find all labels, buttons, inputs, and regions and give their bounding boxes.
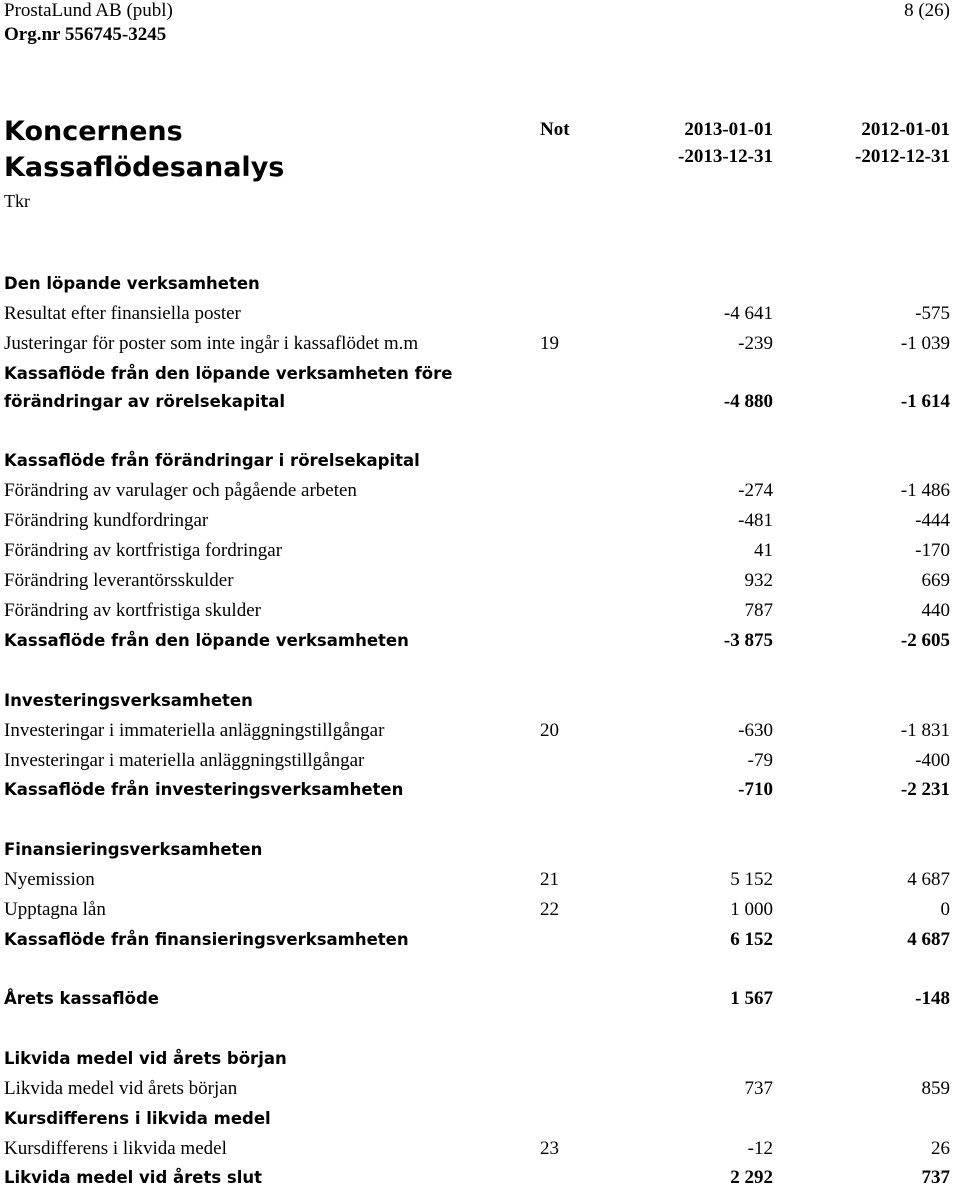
table-row — [0, 686, 960, 716]
row-value-2012: -2 605 — [900, 630, 950, 651]
table-row — [0, 626, 960, 656]
column-heading-2013 — [678, 116, 773, 170]
row-label: Upptagna lån — [4, 899, 106, 920]
document-title — [4, 114, 284, 186]
column-heading-2012-start: 2012-01-01 — [861, 119, 950, 140]
table-row — [0, 1044, 960, 1074]
row-value-2012: 26 — [931, 1138, 950, 1159]
table-row — [0, 506, 960, 536]
table-row — [0, 1104, 960, 1134]
row-label: Investeringsverksamheten — [4, 691, 253, 710]
row-value-2012: 669 — [921, 570, 950, 591]
row-value-2012: -148 — [915, 988, 950, 1009]
row-label: Likvida medel vid årets början — [4, 1078, 238, 1099]
row-value-2013: -274 — [738, 480, 773, 501]
row-label: Kursdifferens i likvida medel — [4, 1138, 227, 1159]
table-row — [0, 716, 960, 746]
table-row — [0, 536, 960, 566]
row-value-2013: -710 — [738, 779, 773, 800]
row-value-2013: -630 — [738, 720, 773, 741]
row-label: Årets kassaflöde — [4, 989, 160, 1008]
unit-label: Tkr — [4, 191, 30, 211]
table-row — [0, 865, 960, 895]
table-row — [0, 476, 960, 506]
row-value-2012: -170 — [915, 540, 950, 561]
table-row — [0, 1074, 960, 1104]
column-heading-2012 — [855, 116, 950, 170]
row-value-2012: -400 — [915, 750, 950, 771]
table-row — [0, 925, 960, 955]
table-row — [0, 596, 960, 626]
row-value-2013: 1 000 — [730, 899, 773, 920]
row-value-2013: -12 — [747, 1138, 773, 1159]
title-line-1: Koncernens — [4, 116, 183, 147]
row-value-2013: 2 292 — [730, 1167, 773, 1188]
column-heading-2013-start: 2013-01-01 — [684, 119, 773, 140]
row-label: Förändring av kortfristiga skulder — [4, 600, 261, 621]
row-label: Kassaflöde från finansieringsverksamheten — [4, 930, 409, 949]
table-row — [0, 269, 960, 299]
table-row — [0, 387, 960, 417]
table-row — [0, 359, 960, 389]
table-row — [0, 1163, 960, 1193]
row-label: Den löpande verksamheten — [4, 274, 260, 293]
row-note: 19 — [540, 333, 559, 354]
table-row — [0, 299, 960, 329]
table-row — [0, 566, 960, 596]
row-label: Förändring kundfordringar — [4, 510, 209, 531]
row-label: Kursdifferens i likvida medel — [4, 1109, 271, 1128]
page-number: 8 (26) — [904, 0, 950, 21]
table-row — [0, 446, 960, 476]
row-value-2012: -444 — [915, 510, 950, 531]
row-value-2012: -1 614 — [900, 391, 950, 412]
row-value-2013: 5 152 — [730, 869, 773, 890]
row-value-2013: 41 — [754, 540, 773, 561]
row-note: 20 — [540, 720, 559, 741]
row-value-2013: -4 880 — [723, 391, 773, 412]
row-value-2012: -1 831 — [900, 720, 950, 741]
table-row — [0, 984, 960, 1014]
row-note: 21 — [540, 869, 559, 890]
row-value-2012: -1 486 — [900, 480, 950, 501]
row-label: Förändring leverantörsskulder — [4, 570, 234, 591]
row-label: Likvida medel vid årets slut — [4, 1168, 263, 1187]
row-note: 23 — [540, 1138, 559, 1159]
table-row — [0, 835, 960, 865]
row-note: 22 — [540, 899, 559, 920]
company-name: ProstaLund AB (publ) — [4, 0, 173, 21]
row-value-2012: -2 231 — [900, 779, 950, 800]
table-row — [0, 895, 960, 925]
row-label: Likvida medel vid årets början — [4, 1049, 287, 1068]
row-value-2013: 932 — [744, 570, 773, 591]
column-heading-2012-end: -2012-12-31 — [855, 146, 950, 167]
row-label: Kassaflöde från investeringsverksamheten — [4, 780, 404, 799]
row-value-2013: -79 — [747, 750, 773, 771]
row-value-2012: -575 — [915, 303, 950, 324]
row-value-2013: 1 567 — [730, 988, 773, 1009]
title-line-2: Kassaflödesanalys — [4, 152, 285, 183]
row-value-2012: 440 — [921, 600, 950, 621]
row-value-2013: -4 641 — [723, 303, 773, 324]
table-row — [0, 329, 960, 359]
table-row — [0, 1134, 960, 1164]
row-value-2012: 737 — [921, 1167, 950, 1188]
table-row — [0, 775, 960, 805]
column-heading-not: Not — [540, 119, 570, 140]
row-label: Kassaflöde från förändringar i rörelsekapital — [4, 451, 420, 470]
row-label: Förändring av kortfristiga fordringar — [4, 540, 283, 561]
table-row — [0, 746, 960, 776]
row-value-2012: 859 — [921, 1078, 950, 1099]
row-label: Förändring av varulager och pågående arbeten — [4, 480, 357, 501]
column-heading-2013-end: -2013-12-31 — [678, 146, 773, 167]
row-value-2013: -3 875 — [723, 630, 773, 651]
row-label: Resultat efter finansiella poster — [4, 303, 241, 324]
row-label: Investeringar i immateriella anläggningstillgångar — [4, 720, 385, 741]
row-label: Finansieringsverksamheten — [4, 840, 263, 859]
row-value-2012: -1 039 — [900, 333, 950, 354]
row-label: Justeringar för poster som inte ingår i kassaflödet m.m — [4, 333, 419, 354]
row-value-2013: 6 152 — [730, 929, 773, 950]
row-label: Kassaflöde från den löpande verksamheten före — [4, 364, 453, 383]
row-value-2012: 0 — [940, 899, 950, 920]
row-value-2012: 4 687 — [907, 929, 950, 950]
row-label: Investeringar i materiella anläggningstillgångar — [4, 750, 365, 771]
row-label: Kassaflöde från den löpande verksamheten — [4, 631, 409, 650]
row-value-2013: 737 — [744, 1078, 773, 1099]
row-value-2013: -481 — [738, 510, 773, 531]
row-label: förändringar av rörelsekapital — [4, 392, 286, 411]
row-value-2012: 4 687 — [907, 869, 950, 890]
row-value-2013: 787 — [744, 600, 773, 621]
org-number: Org.nr 556745-3245 — [4, 24, 167, 45]
row-value-2013: -239 — [738, 333, 773, 354]
row-label: Nyemission — [4, 869, 95, 890]
